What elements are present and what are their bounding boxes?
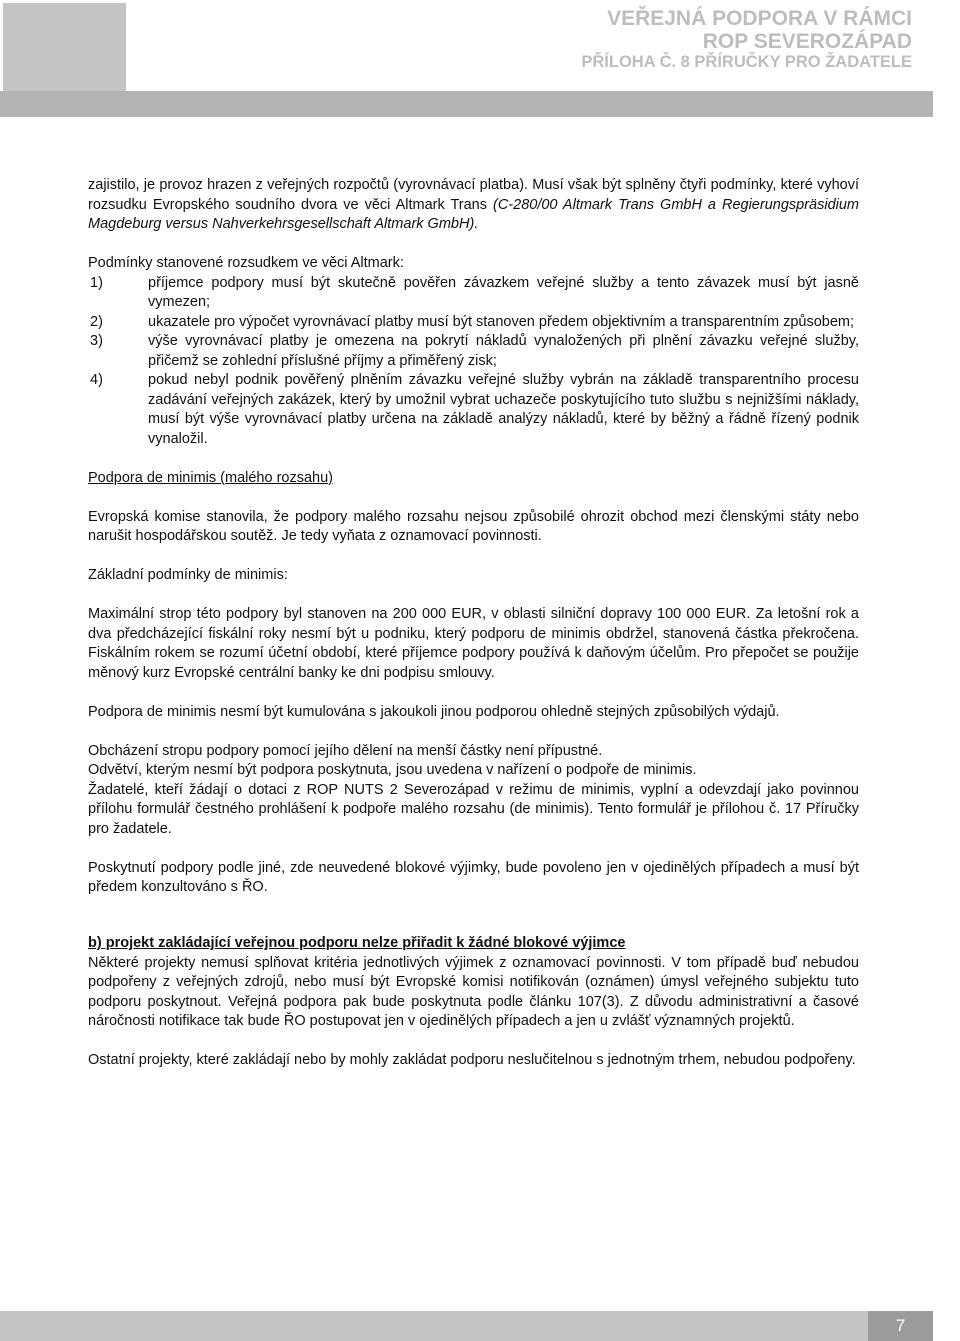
document-body [88, 176, 859, 1071]
deminimis-heading: Podpora de minimis (malého rozsahu) [88, 469, 333, 486]
section-b-paragraph: Některé projekty nemusí splňovat kritéria jednotlivých výjimek z oznamovací povinnosti. V tom případě buď nebudou podpořeny z veřejných zdrojů, nebo musí být Evropské komisi notifikován (oznámen) úmysl veřejného subjektu tuto podporu poskytnout. Veřejná podpora pak bude poskytnuta podle článku 107(3). Z důvodu administrativní a časové náročnosti notifikace tak bude ŘO postupovat jen v ojedinělých případech a jen u zvlášť významných projektů. [88, 954, 859, 1029]
header-bar [0, 91, 933, 117]
header-title-line2: ROP SEVEROZÁPAD [702, 30, 912, 53]
condition-text: příjemce podpory musí být skutečně pověřen závazkem veřejné služby a tento závazek musí být jasně vymezen; [148, 274, 859, 310]
condition-number: 3) [90, 333, 103, 349]
applicant-paragraph: Žadatelé, kteří žádají o dotaci z ROP NUTS 2 Severozápad v režimu de minimis, vyplní a odevzdají jako povinnou přílohu formulář čestného prohlášení k podpoře malého rozsahu (de minimis). Tento formulář je přílohou č. 17 Příručky pro žadatele. [88, 781, 859, 837]
basic-conditions-paragraph: Maximální strop této podpory byl stanoven na 200 000 EUR, v oblasti silniční dopravy 100 000 EUR. Za letošní rok a dva předcházející fiskální roky nesmí být u podniku, který podporu de minimis obdržel, stanovená částka překročena. Fiskálním rokem se rozumí účetní období, které příjemce podpory používá k daňovým účelům. Pro přepočet se použije měnový kurz Evropské centrální banky ke dni podpisu smlouvy. [88, 606, 859, 681]
condition-number: 2) [90, 313, 103, 330]
other-exemption-paragraph: Poskytnutí podpory podle jiné, zde neuvedené blokové výjimky, bude povoleno jen v ojedinělých případech a musí být předem konzultováno s ŘO. [88, 859, 859, 895]
intro-paragraph [88, 176, 859, 235]
document-header-title [581, 8, 912, 71]
header-title-line1: VEŘEJNÁ PODPORA V RÁMCI [607, 7, 912, 30]
condition-item [88, 371, 859, 449]
condition-item [88, 313, 859, 333]
cumulation-paragraph: Podpora de minimis nesmí být kumulována s jakoukoli jinou podporou ohledně stejných způsobilých výdajů. [88, 703, 780, 720]
page-number: 7 [868, 1311, 933, 1341]
conditions-list [88, 274, 859, 450]
intro-case-citation: (C-280/00 Altmark Trans GmbH a Regierungspräsidium Magdeburg versus Nahverkehrsgesellschaft Altmark GmbH). [88, 196, 860, 232]
condition-number: 1) [90, 274, 103, 291]
condition-text: ukazatele pro výpočet vyrovnávací platby musí být stanoven předem objektivním a transparentním způsobem; [148, 313, 855, 330]
footer-bar [0, 1311, 868, 1341]
deminimis-paragraph: Evropská komise stanovila, že podpory malého rozsahu nejsou způsobilé ohrozit obchod mezi členskými státy nebo narušit hospodářskou soutěž. Je tedy vyňata z oznamovací povinnosti. [88, 508, 859, 544]
excluded-sectors-line: Odvětví, kterým nesmí být podpora poskytnuta, jsou uvedena v nařízení o podpoře de minimis. [88, 762, 697, 778]
conditions-heading: Podmínky stanovené rozsudkem ve věci Altmark: [88, 255, 404, 271]
condition-text: výše vyrovnávací platby je omezena na pokrytí nákladů vynaložených při plnění závazku veřejné služby, přičemž se zohlední příslušné příjmy a přiměřený zisk; [148, 333, 859, 369]
condition-item [88, 274, 859, 313]
header-title-line3: PŘÍLOHA Č. 8 PŘÍRUČKY PRO ŽADATELE [581, 53, 912, 71]
condition-number: 4) [90, 372, 103, 388]
basic-conditions-heading: Základní podmínky de minimis: [88, 567, 288, 583]
section-b-heading: b) projekt zakládající veřejnou podporu nelze přiřadit k žádné blokové výjimce [88, 935, 626, 951]
other-projects-paragraph: Ostatní projekty, které zakládají nebo by mohly zakládat podporu neslučitelnou s jednotným trhem, nebudou podpořeny. [88, 1052, 856, 1068]
intro-text: zajistilo, je provoz hrazen z veřejných rozpočtů (vyrovnávací platba). Musí však být splněny čtyři podmínky, které vyhoví rozsudku Evropského soudního dvora ve věci Altmark Trans [88, 177, 859, 213]
circumvention-line: Obcházení stropu podpory pomocí jejího dělení na menší částky není přípustné. [88, 742, 603, 759]
condition-item [88, 332, 859, 371]
condition-text: pokud nebyl podnik pověřený plněním závazku veřejné služby vybrán na základě transparentního procesu zadávání veřejných zakázek, který by umožnil vybrat uchazeče poskytujícího tuto službu s nejnižšími náklady, musí být výše vyrovnávací platby určena na základě analýzy nákladů, které by běžný a řádně řízený podnik vynaložil. [148, 372, 859, 447]
